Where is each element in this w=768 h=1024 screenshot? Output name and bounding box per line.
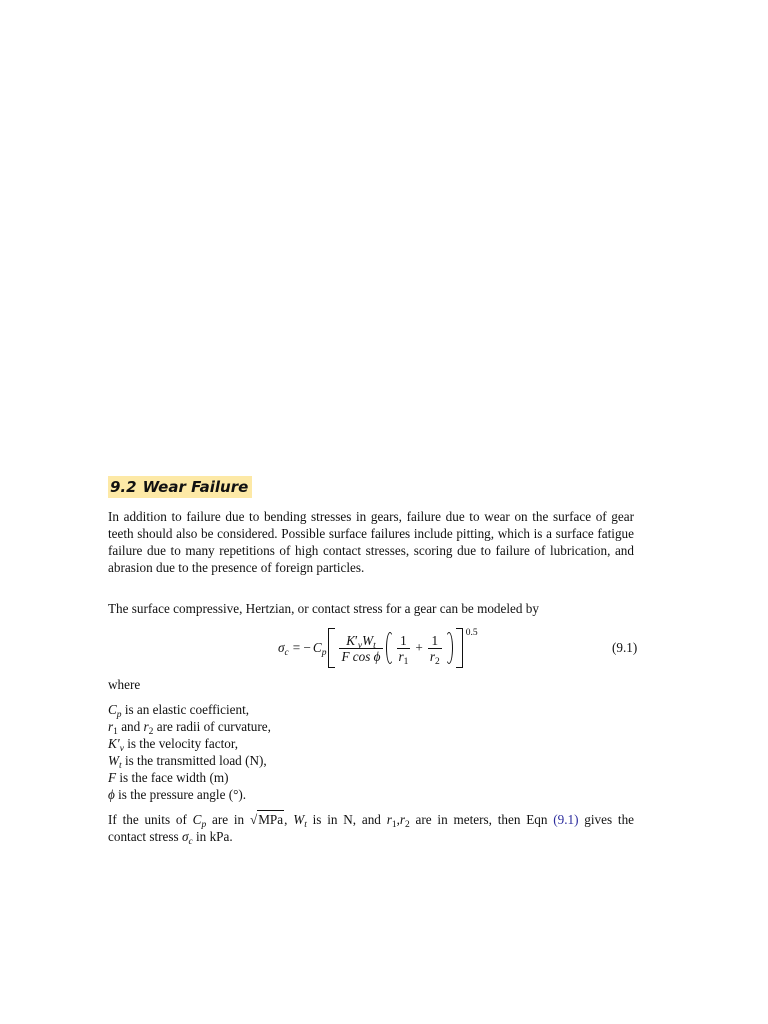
units-line-2: contact stress $\sigma_c$ in kPa. xyxy=(108,829,233,847)
right-bracket xyxy=(456,628,463,668)
sqrt-symbol: √ MPa xyxy=(249,812,284,827)
radius-fraction-1: $\frac{1}{r_1}$ xyxy=(398,632,409,667)
equation-exponent: 0.5 xyxy=(465,628,478,638)
equation-number: (9.1) xyxy=(612,640,638,655)
definition-phi: ϕ is the pressure angle (°). xyxy=(108,787,247,802)
right-paren xyxy=(445,632,453,664)
left-paren xyxy=(386,632,394,664)
equation-coefficient: $C_p$ xyxy=(312,640,327,658)
equation-reference-link[interactable]: (9.1) xyxy=(553,812,579,827)
equation-equals: = − xyxy=(292,640,311,655)
section-heading xyxy=(108,476,252,498)
plus-sign: + xyxy=(415,640,423,655)
definition-kv: $K'_v$ is the velocity factor, xyxy=(108,736,238,754)
section-title: Wear Failure xyxy=(142,478,249,496)
definition-radii: $r_1$ and $r_2$ are radii of curvature, xyxy=(108,719,271,737)
left-bracket xyxy=(328,628,335,668)
units-line-1: If the units of $C_p$ are in √ MPa , $W_t$ is in N, and $r_1,r_2$ are in meters, then Eqn (9.1) gives the xyxy=(108,812,635,830)
section-number: 9.2 xyxy=(110,478,137,496)
paragraph-intro: In addition to failure due to bending stresses in gears, failure due to wear on the surface of gear teeth should also be considered. Possible surface failures include pitting, which is a surface fatigue failure due to many repetitions of high contact stresses, scoring due to failure of lubrication, and abrasion due to the presence of foreign particles. xyxy=(108,509,634,575)
paragraph-units xyxy=(108,810,634,845)
where-label: where xyxy=(108,677,141,692)
equation-lhs: $\sigma_c$ xyxy=(278,640,289,658)
definition-f: F is the face width (m) xyxy=(108,770,229,785)
definitions-list xyxy=(108,701,634,803)
equation-9-1 xyxy=(278,626,478,670)
definition-wt: $W_t$ is the transmitted load (N), xyxy=(108,753,267,771)
load-fraction: $\frac{K'_vW_t}{\text{F cos ϕ}}$ xyxy=(341,632,381,664)
paragraph-model: The surface compressive, Hertzian, or contact stress for a gear can be modeled by xyxy=(108,601,539,616)
definition-cp: $C_p$ is an elastic coefficient, xyxy=(108,702,250,720)
radius-fraction-2: $\frac{1}{r_2}$ xyxy=(429,632,440,667)
